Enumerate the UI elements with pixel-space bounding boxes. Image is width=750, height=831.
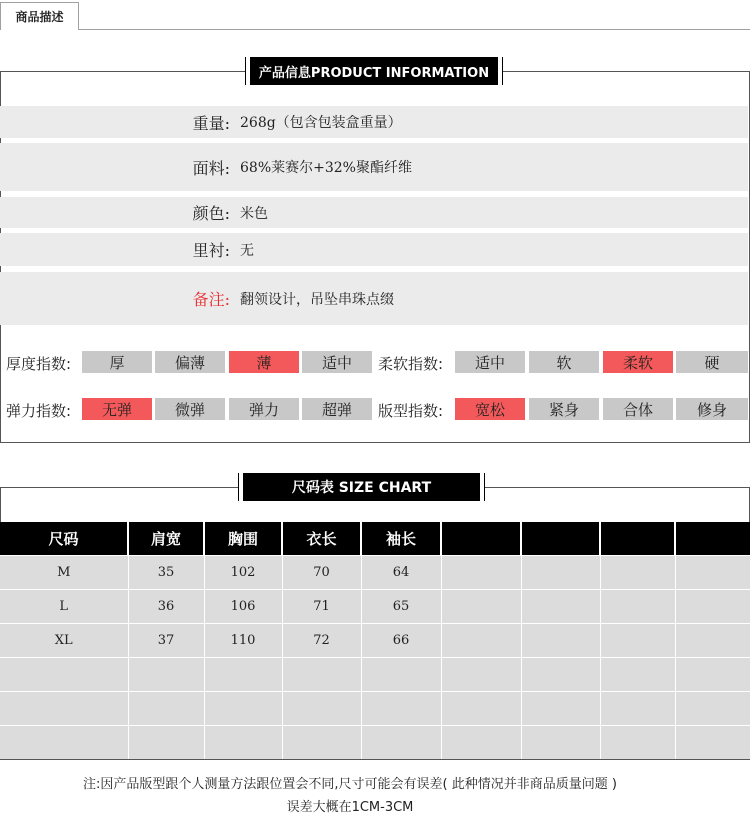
cell <box>675 589 750 623</box>
measurement-note: 注:因产品版型跟个人测量方法跟位置会不同,尺寸可能会有误差( 此种情况并非商品质量问题 ) <box>83 777 617 792</box>
cell <box>282 725 361 759</box>
cell <box>521 589 600 623</box>
cell: 102 <box>204 555 282 589</box>
info-label-remark: 备注: <box>192 290 230 309</box>
cell <box>675 555 750 589</box>
softness-option-very-soft-selected: 柔软 <box>603 351 673 373</box>
cell: L <box>0 589 128 623</box>
elasticity-option-elastic: 弹力 <box>229 398 299 420</box>
header-shoulder: 肩宽 <box>128 522 204 555</box>
fit-option-regular: 合体 <box>603 398 673 420</box>
info-label: 重量: <box>192 113 230 133</box>
thickness-option-thick: 厚 <box>82 351 152 373</box>
cell: 66 <box>361 623 441 657</box>
cell <box>282 691 361 725</box>
cell <box>128 691 204 725</box>
cell <box>204 725 282 759</box>
cell <box>600 589 675 623</box>
info-row-color <box>0 197 748 228</box>
cell <box>128 725 204 759</box>
table-row <box>0 691 750 725</box>
info-row-fabric <box>0 143 748 191</box>
table-row <box>0 657 750 691</box>
product-info-title: 产品信息PRODUCT INFORMATION <box>246 57 502 85</box>
fit-option-slim: 修身 <box>676 398 748 420</box>
info-value: 68%莱赛尔+32%聚酯纤维 <box>240 160 412 176</box>
thickness-option-slightly-thin: 偏薄 <box>155 351 225 373</box>
cell <box>441 623 521 657</box>
cell: 35 <box>128 555 204 589</box>
cell <box>0 725 128 759</box>
cell <box>0 691 128 725</box>
cell <box>600 657 675 691</box>
cell <box>361 691 441 725</box>
header-length: 衣长 <box>282 522 361 555</box>
cell <box>441 589 521 623</box>
info-row-remark <box>0 272 748 325</box>
size-table-header-row <box>0 522 750 555</box>
cell: 36 <box>128 589 204 623</box>
cell <box>675 623 750 657</box>
cell <box>441 725 521 759</box>
softness-option-soft: 软 <box>529 351 599 373</box>
thickness-option-thin-selected: 薄 <box>229 351 299 373</box>
cell <box>521 657 600 691</box>
cell <box>675 725 750 759</box>
cell <box>441 691 521 725</box>
cell: M <box>0 555 128 589</box>
fit-option-loose-selected: 宽松 <box>455 398 525 420</box>
scale-row-elasticity-fit <box>0 398 750 422</box>
table-row <box>0 589 750 623</box>
tab-baseline <box>78 29 750 30</box>
table-row <box>0 623 750 657</box>
softness-index-label: 柔软指数: <box>378 354 444 373</box>
info-label: 面料: <box>192 158 230 178</box>
cell: 65 <box>361 589 441 623</box>
cell <box>600 555 675 589</box>
header-empty <box>521 522 600 555</box>
tab-product-description[interactable]: 商品描述 <box>0 2 79 30</box>
softness-option-medium: 适中 <box>455 351 525 373</box>
tab-strip <box>0 0 750 30</box>
cell <box>521 691 600 725</box>
info-row-weight <box>0 106 748 138</box>
header-chest: 胸围 <box>204 522 282 555</box>
elasticity-option-none-selected: 无弹 <box>82 398 152 420</box>
cell <box>441 657 521 691</box>
fit-option-tight: 紧身 <box>529 398 599 420</box>
info-value: 无 <box>240 242 254 259</box>
size-table <box>0 522 750 759</box>
elasticity-option-super: 超弹 <box>302 398 372 420</box>
cell <box>204 691 282 725</box>
tolerance-note: 误差大概在1CM-3CM <box>286 800 414 815</box>
size-chart-title: 尺码表 SIZE CHART <box>239 473 484 501</box>
cell <box>521 725 600 759</box>
cell: XL <box>0 623 128 657</box>
cell <box>600 725 675 759</box>
header-size: 尺码 <box>0 522 128 555</box>
elasticity-option-slight: 微弹 <box>155 398 225 420</box>
header-empty <box>600 522 675 555</box>
info-value: 米色 <box>240 205 268 222</box>
thickness-index-label: 厚度指数: <box>6 354 72 373</box>
info-value: 268g（包含包装盒重量） <box>240 115 402 131</box>
header-sleeve: 袖长 <box>361 522 441 555</box>
cell: 110 <box>204 623 282 657</box>
cell <box>361 725 441 759</box>
scale-row-thickness-softness <box>0 351 750 375</box>
cell <box>675 691 750 725</box>
cell: 72 <box>282 623 361 657</box>
fit-index-label: 版型指数: <box>378 401 444 420</box>
cell <box>600 623 675 657</box>
info-label: 里衬: <box>192 241 230 260</box>
cell <box>204 657 282 691</box>
cell: 64 <box>361 555 441 589</box>
cell <box>521 623 600 657</box>
cell: 70 <box>282 555 361 589</box>
cell <box>675 657 750 691</box>
table-row <box>0 725 750 759</box>
table-row <box>0 555 750 589</box>
cell <box>361 657 441 691</box>
cell <box>128 657 204 691</box>
elasticity-index-label: 弹力指数: <box>6 401 72 420</box>
header-empty <box>675 522 750 555</box>
cell: 106 <box>204 589 282 623</box>
cell: 37 <box>128 623 204 657</box>
cell <box>521 555 600 589</box>
info-value: 翻领设计，吊坠串珠点缀 <box>240 291 394 308</box>
info-label: 颜色: <box>192 204 230 223</box>
cell <box>0 657 128 691</box>
header-empty <box>441 522 521 555</box>
cell <box>600 691 675 725</box>
thickness-option-medium: 适中 <box>302 351 372 373</box>
softness-option-hard: 硬 <box>676 351 748 373</box>
cell <box>282 657 361 691</box>
cell <box>441 555 521 589</box>
cell: 71 <box>282 589 361 623</box>
info-row-lining <box>0 233 748 266</box>
